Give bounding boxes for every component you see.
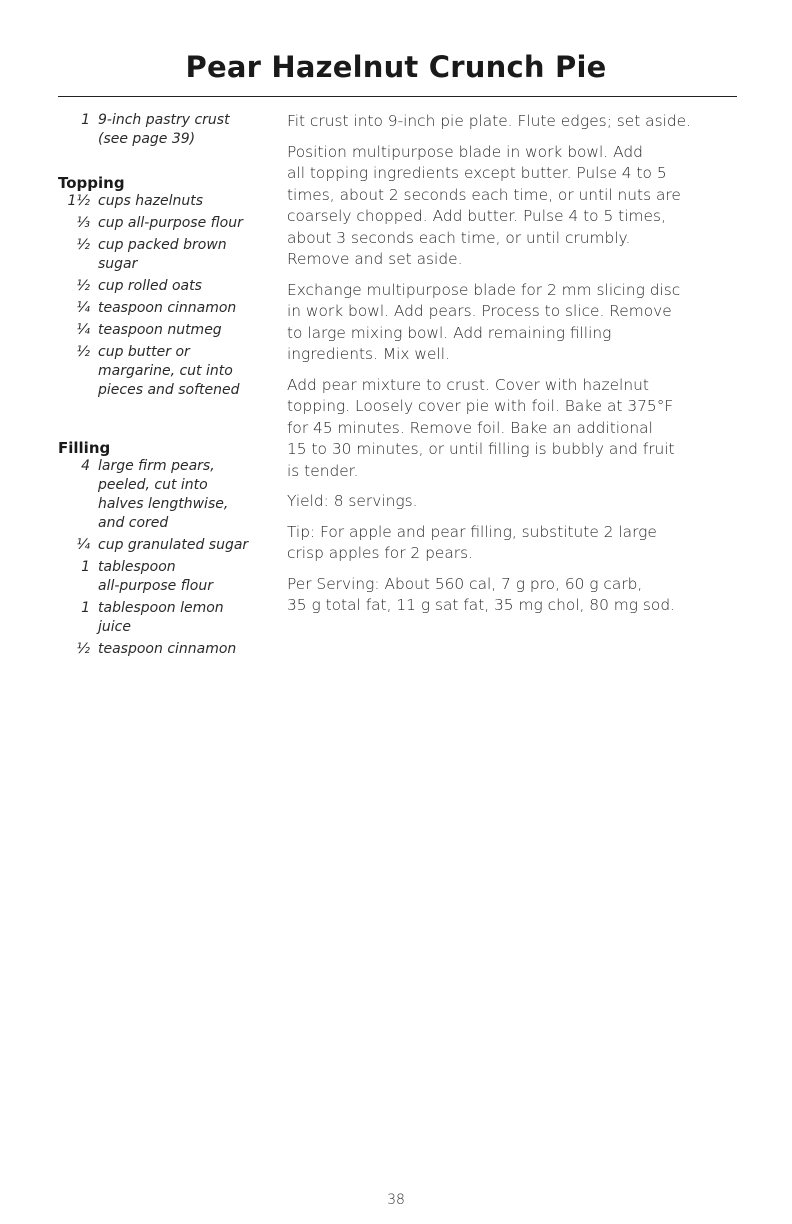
instruction-paragraph: Position multipurpose blade in work bowl. Add all topping ingredients except butter. Pulse 4 to 5 times, about 2 seconds each time, or until nuts are coarsely chopped. Add butter. Pulse 4 to 5 times, about 3 seconds each time, or until crumbly. Remove and set aside. [287, 142, 681, 268]
ingredient-qty: 4 [81, 458, 90, 474]
ingredient-text: cup packed brown sugar [98, 237, 227, 272]
ingredient-item [58, 236, 273, 274]
ingredient-item [58, 640, 273, 659]
ingredient-text: teaspoon nutmeg [98, 322, 222, 338]
ingredient-qty: 1 [81, 600, 90, 616]
ingredient-qty: ½ [76, 641, 90, 657]
instruction-paragraph: Add pear mixture to crust. Cover with hazelnut topping. Loosely cover pie with foil. Bake at 375°F for 45 minutes. Remove foil. Bake an additional 15 to 30 minutes, or until filling is bubbly and fruit is tender. [287, 375, 675, 480]
ingredient-qty: 1 [81, 559, 90, 575]
ingredient-item [58, 111, 273, 149]
ingredient-item [58, 299, 273, 318]
topping-heading: Topping [58, 174, 125, 192]
ingredients-column [58, 111, 273, 662]
crust-list [58, 111, 273, 149]
ingredient-qty: ¼ [76, 537, 90, 553]
ingredient-text: tablespoon all-purpose flour [98, 559, 213, 594]
ingredient-qty: ¼ [76, 300, 90, 316]
ingredient-text: teaspoon cinnamon [98, 641, 237, 657]
instruction-paragraph: Exchange multipurpose blade for 2 mm slicing disc in work bowl. Add pears. Process to slice. Remove to large mixing bowl. Add remaining filling ingredients. Mix well. [287, 280, 681, 363]
nutrition-text: Per Serving: About 560 cal, 7 g pro, 60 g carb, 35 g total fat, 11 g sat fat, 35 mg chol, 80 mg sod. [287, 574, 675, 614]
ingredient-qty: ¼ [76, 322, 90, 338]
ingredient-item [58, 599, 273, 637]
tip-text: Tip: For apple and pear filling, substitute 2 large crisp apples for 2 pears. [287, 522, 657, 562]
recipe-title: Pear Hazelnut Crunch Pie [185, 50, 607, 84]
title-divider [58, 96, 737, 97]
instructions-column [287, 111, 737, 626]
ingredient-qty: ½ [76, 278, 90, 294]
ingredient-item [58, 457, 273, 533]
ingredient-item [58, 277, 273, 296]
yield-text: Yield: 8 servings. [287, 492, 418, 510]
ingredient-text: tablespoon lemon juice [98, 600, 224, 635]
ingredient-item [58, 343, 273, 400]
ingredient-text: cup butter or margarine, cut into pieces and softened [98, 344, 240, 398]
filling-list [58, 457, 273, 659]
ingredient-qty: ½ [76, 344, 90, 360]
ingredient-item [58, 321, 273, 340]
ingredient-item [58, 214, 273, 233]
ingredient-qty: ½ [76, 237, 90, 253]
instruction-paragraph: Fit crust into 9-inch pie plate. Flute edges; set aside. [287, 112, 692, 130]
ingredient-text: cups hazelnuts [98, 193, 204, 209]
ingredient-item [58, 536, 273, 555]
ingredient-qty: ⅓ [76, 215, 90, 231]
ingredient-text: teaspoon cinnamon [98, 300, 237, 316]
topping-list [58, 192, 273, 400]
filling-heading: Filling [58, 439, 111, 457]
page-number: 38 [387, 1192, 405, 1208]
ingredient-qty: 1½ [67, 193, 90, 209]
ingredient-text: cup rolled oats [98, 278, 202, 294]
ingredient-text: large firm pears, peeled, cut into halves lengthwise, and cored [98, 458, 229, 531]
ingredient-text: cup granulated sugar [98, 537, 249, 553]
ingredient-text: cup all-purpose flour [98, 215, 243, 231]
ingredient-item [58, 192, 273, 211]
ingredient-qty: 1 [81, 112, 90, 128]
ingredient-text: 9-inch pastry crust (see page 39) [98, 112, 230, 147]
ingredient-item [58, 558, 273, 596]
